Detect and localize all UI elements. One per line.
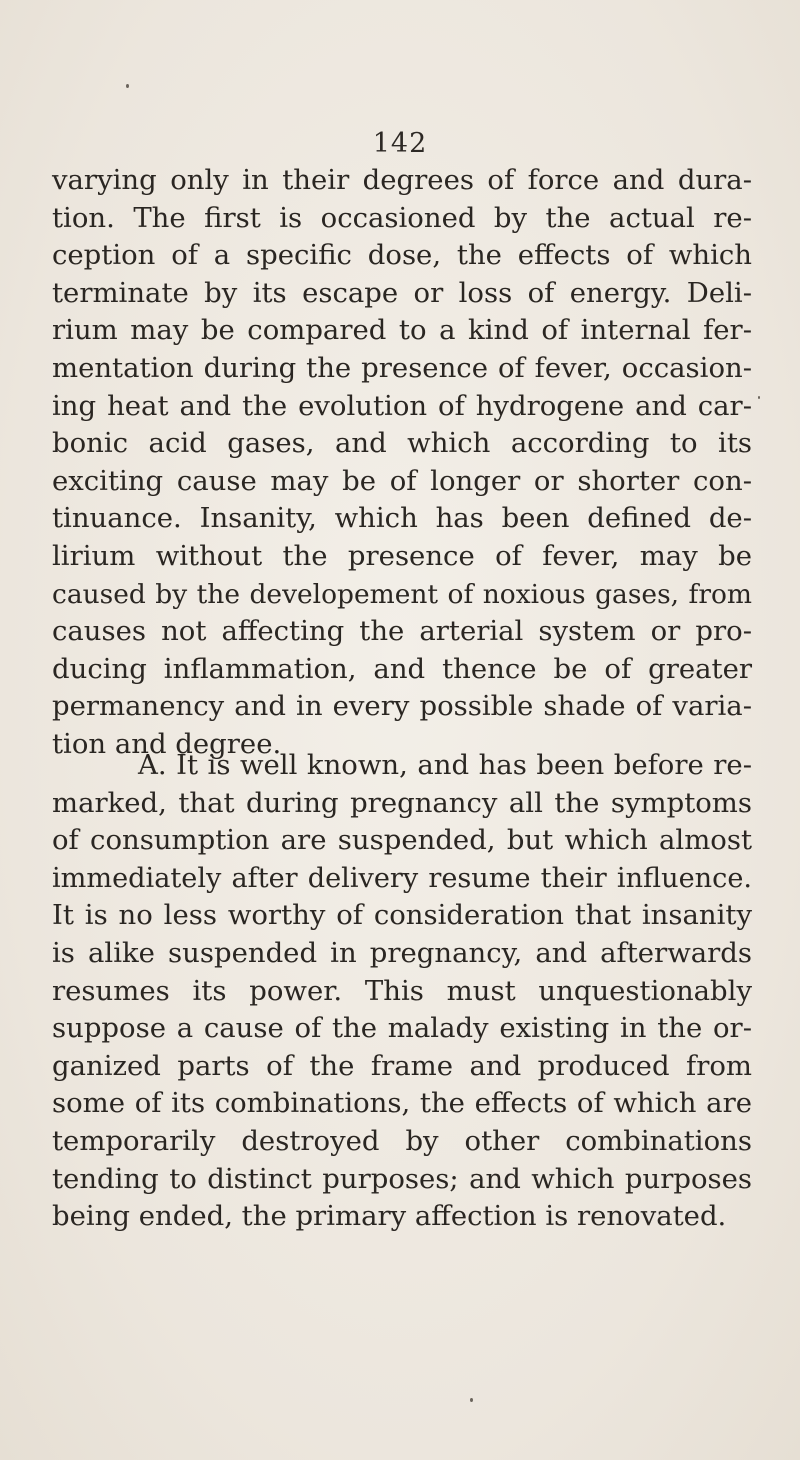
text-line: It is no less worthy of consideration that insanity <box>52 899 752 932</box>
paragraph-delirium <box>52 162 752 764</box>
paper-speck <box>758 396 760 399</box>
text-line: being ended, the primary affection is renovated. <box>52 1200 727 1233</box>
text-line: caused by the developement of noxious gases, from <box>52 578 752 610</box>
text-line: immediately after delivery resume their influence. <box>52 862 752 894</box>
text-line: A. It is well known, and has been before re- <box>138 749 752 781</box>
text-line: marked, that during pregnancy all the symptoms <box>52 786 752 819</box>
text-line: tending to distinct purposes; and which purposes <box>52 1162 752 1195</box>
text-line: lirium without the presence of fever, may be <box>52 539 752 572</box>
text-line: tion. The first is occasioned by the actual re- <box>52 201 752 234</box>
text-line: tinuance. Insanity, which has been defined de- <box>52 502 752 535</box>
text-line: exciting cause may be of longer or shorter con- <box>52 464 752 497</box>
text-line: causes not affecting the arterial system or pro- <box>52 615 752 648</box>
text-line: is alike suspended in pregnancy, and afterwards <box>52 936 752 969</box>
text-line: temporarily destroyed by other combinations <box>52 1124 752 1157</box>
text-line: bonic acid gases, and which according to its <box>52 427 752 460</box>
paper-speck <box>470 1398 473 1402</box>
text-line: terminate by its escape or loss of energy. Deli- <box>52 276 752 309</box>
text-line: ducing inflammation, and thence be of greater <box>52 652 752 685</box>
text-line: suppose a cause of the malady existing in the or- <box>52 1012 752 1045</box>
text-line: tion and degree. <box>52 727 282 760</box>
text-line: permanency and in every possible shade of varia- <box>52 690 752 723</box>
text-line: some of its combinations, the effects of which are <box>52 1087 752 1120</box>
text-line: ganized parts of the frame and produced from <box>52 1049 752 1082</box>
text-line: ception of a specific dose, the effects of which <box>52 239 752 272</box>
text-line: ing heat and the evolution of hydrogene and car- <box>52 389 752 422</box>
text-line: mentation during the presence of fever, occasion- <box>52 351 752 384</box>
paper-speck <box>126 84 129 88</box>
text-line: rium may be compared to a kind of internal fer- <box>52 314 752 347</box>
text-line: of consumption are suspended, but which almost <box>52 824 752 857</box>
paragraph-pregnancy <box>52 747 752 1236</box>
page-number: 142 <box>372 128 428 159</box>
text-line: resumes its power. This must unquestionably <box>52 974 752 1007</box>
text-line: varying only in their degrees of force and dura- <box>52 164 752 196</box>
